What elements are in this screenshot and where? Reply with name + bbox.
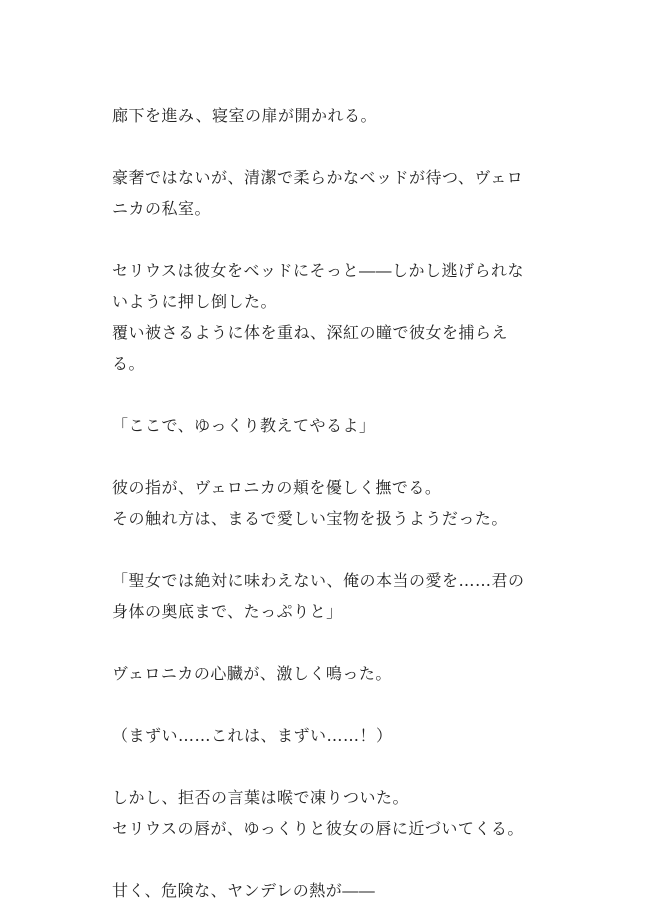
paragraph-gap: [112, 441, 552, 472]
text-line: 覆い被さるように体を重ね、深紅の瞳で彼女を捕らえ: [112, 323, 509, 342]
text-line: 豪奢ではないが、清潔で柔らかなベッドが待つ、ヴェロ: [112, 168, 524, 187]
text-line: 「ここで、ゆっくり教えてやるよ」: [112, 416, 376, 435]
text-line: （まずい……これは、まずい……！）: [112, 726, 393, 745]
paragraph-gap: [112, 627, 552, 658]
text-line: セリウスの唇が、ゆっくりと彼女の唇に近づいてくる。: [112, 819, 524, 838]
text-line: しかし、拒否の言葉は喉で凍りついた。: [112, 788, 410, 807]
text-line: 「聖女では絶対に味わえない、俺の本当の愛を……君の: [112, 571, 525, 590]
text-line: いように押し倒した。: [112, 292, 278, 311]
text-line: る。: [112, 354, 146, 373]
paragraph-gap: [112, 844, 552, 875]
text-line: ニカの私室。: [112, 199, 212, 218]
text-line: その触れ方は、まるで愛しい宝物を扱うようだった。: [112, 509, 508, 528]
paragraph-gap: [112, 534, 552, 565]
paragraph-gap: [112, 224, 552, 255]
text-line: 身体の奥底まで、たっぷりと」: [112, 602, 343, 621]
paragraph-gap: [112, 379, 552, 410]
text-line: ヴェロニカの心臓が、激しく鳴った。: [112, 664, 392, 683]
text-line: 彼の指が、ヴェロニカの頬を優しく撫でる。: [112, 478, 442, 497]
text-line: セリウスは彼女をベッドにそっと――しかし逃げられな: [112, 261, 525, 280]
text-line: 甘く、危険な、ヤンデレの熱が――: [112, 881, 376, 900]
paragraph-gap: [112, 689, 552, 720]
body-text: [112, 100, 552, 906]
paragraph-gap: [112, 131, 552, 162]
paragraph-gap: [112, 751, 552, 782]
text-line: 廊下を進み、寝室の扉が開かれる。: [112, 106, 377, 125]
